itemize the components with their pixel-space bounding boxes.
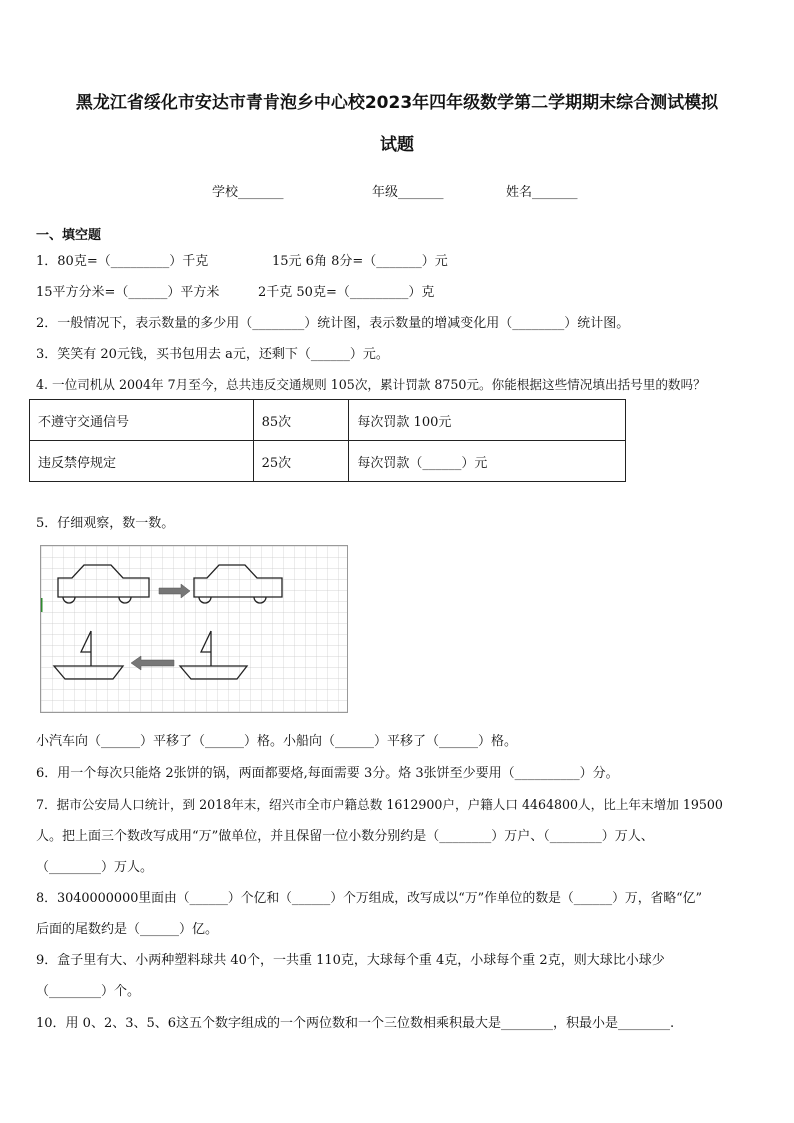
q4-table (29, 399, 626, 482)
q7-line3: （________）万人。 (36, 860, 154, 875)
school-field: 学校_______ (212, 185, 284, 200)
q8-line1: 8．3040000000里面由（______）个亿和（______）个万组成，改写成以“万”作单位的数是（______）万，省略“亿” (36, 891, 702, 906)
q5-answer: 小汽车向（______）平移了（______）格。小船向（______）平移了（______）格。 (36, 734, 518, 749)
q1b: 15元 6角 8分=（_______）元 (272, 254, 448, 269)
table-cell: 85次 (253, 400, 349, 441)
q7-line1: 7．据市公安局人口统计，到 2018年末，绍兴市全市户籍总数 1612900户，户籍人口 4464800人，比上年末增加 19500 (36, 797, 723, 812)
section-heading: 一、填空题 (36, 228, 102, 243)
q9-line1: 9．盒子里有大、小两种塑料球共 40个，一共重 110克，大球每个重 4克，小球每个重 2克，则大球比小球少 (36, 953, 665, 968)
q7-line2: 人。把上面三个数改写成用“万”做单位，并且保留一位小数分别约是（________）万户、（________）万人、 (36, 829, 654, 844)
q3: 3．笑笑有 20元钱，买书包用去 a元，还剩下（______）元。 (36, 347, 389, 362)
translation-figure (40, 545, 348, 713)
table-row (30, 400, 626, 441)
table-row (30, 441, 626, 482)
q4-text: 4. 一位司机从 2004年 7月至今，总共违反交通规则 105次，累计罚款 8750元。你能根据这些情况填出括号里的数吗？ (36, 377, 706, 392)
q1d: 2千克 50克=（_________）克 (258, 285, 435, 300)
q2: 2．一般情况下，表示数量的多少用（________）统计图，表示数量的增减变化用（________）统计图。 (36, 316, 630, 331)
table-cell: 25次 (253, 441, 349, 482)
table-cell: 不遵守交通信号 (30, 400, 254, 441)
page-title: 黑龙江省绥化市安达市青肯泡乡中心校2023年四年级数学第二学期期末综合测试模拟 (75, 93, 719, 113)
table-cell: 违反禁停规定 (30, 441, 254, 482)
q10: 10．用 0、2、3、5、6这五个数字组成的一个两位数和一个三位数相乘积最大是________，积最小是________. (36, 1016, 675, 1031)
page-title-cont: 试题 (380, 135, 414, 155)
table-cell: 每次罚款 100元 (349, 400, 626, 441)
q8-line2: 后面的尾数约是（______）亿。 (36, 922, 219, 937)
q1a: 1．80克=（_________）千克 (36, 254, 209, 269)
q9-line2: （________）个。 (36, 984, 141, 999)
name-field: 姓名_______ (506, 185, 578, 200)
grade-field: 年级_______ (372, 185, 444, 200)
q1c: 15平方分米=（______）平方米 (36, 285, 220, 300)
q5-text: 5．仔细观察，数一数。 (36, 516, 175, 531)
q6: 6．用一个每次只能烙 2张饼的锅，两面都要烙,每面需要 3分。烙 3张饼至少要用（__________）分。 (36, 766, 619, 781)
table-cell: 每次罚款（______）元 (349, 441, 626, 482)
